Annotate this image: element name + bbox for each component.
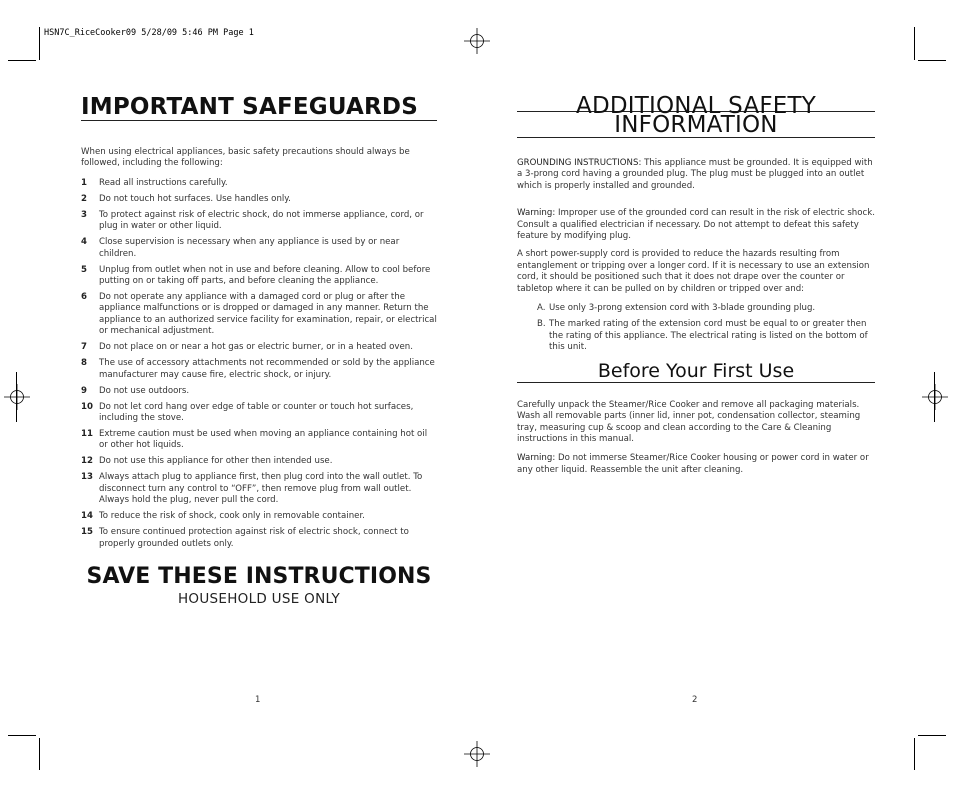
registration-mark-left-icon (4, 384, 30, 410)
printer-slug: HSN7C_RiceCooker09 5/28/09 5:46 PM Page 1 (44, 28, 254, 38)
page-number-left: 1 (255, 695, 261, 705)
crop-mark-bl-h (8, 735, 36, 736)
safeguards-list (81, 178, 437, 550)
page-number-right: 2 (692, 695, 698, 705)
crop-mark-tl-v (39, 27, 40, 60)
safeguard-item (81, 402, 437, 425)
extension-cord-item (537, 303, 875, 314)
safeguard-item (81, 511, 437, 522)
warning2-text: Do not immerse Steamer/Rice Cooker housing or power cord in water or any other liquid. Reassemble the unit after cleaning. (517, 453, 869, 475)
safeguard-item-number: 12 (81, 456, 93, 467)
safeguard-item (81, 456, 437, 467)
extension-cord-item-letter: B. (537, 319, 546, 330)
warning2-paragraph (517, 453, 875, 476)
right-page (517, 94, 875, 476)
safeguard-item-number: 4 (81, 237, 87, 248)
safeguard-item (81, 194, 437, 205)
safeguard-item (81, 472, 437, 506)
safeguard-item-number: 7 (81, 342, 87, 353)
safeguard-item-text: Do not place on or near a hot gas or electric burner, or in a heated oven. (99, 342, 413, 353)
registration-mark-top-icon (464, 28, 490, 54)
safeguard-item-number: 13 (81, 472, 93, 483)
safeguard-item-text: To ensure continued protection against risk of electric shock, connect to properly grounded outlets only. (99, 527, 409, 549)
crop-mark-tr-h (918, 60, 946, 61)
additional-safety-heading-line1: ADDITIONAL SAFETY (576, 93, 816, 119)
before-first-use-heading: Before Your First Use (517, 360, 875, 383)
safeguard-item (81, 527, 437, 550)
save-instructions-heading: SAVE THESE INSTRUCTIONS (86, 564, 432, 590)
crop-mark-tl-h (8, 60, 36, 61)
extension-cord-paragraph: A short power-supply cord is provided to reduce the hazards resulting from entanglement or tripping over a longer cord. If it is necessary to use an extension cord, it should be positioned such that it does not drape over the counter or tabletop where it can be pulled on by children or tripped over and: (517, 249, 870, 294)
safeguard-item (81, 178, 437, 189)
safeguard-item-number: 11 (81, 429, 93, 440)
safeguard-item (81, 292, 437, 338)
safeguards-intro: When using electrical appliances, basic safety precautions should always be followed, including the following: (81, 147, 410, 169)
safeguard-item (81, 237, 437, 260)
household-use-label: HOUSEHOLD USE ONLY (177, 591, 341, 608)
crop-mark-right-v (934, 372, 935, 422)
extension-cord-item (537, 319, 875, 353)
safeguard-item-number: 8 (81, 358, 87, 369)
safeguard-item-text: Always attach plug to appliance first, then plug cord into the wall outlet. To disconnect turn any control to “OFF”, then remove plug from wall outlet. Always hold the plug, never pull the cord. (99, 472, 423, 506)
warning-text: Improper use of the grounded cord can result in the risk of electric shock. Consult a qualified electrician if necessary. Do not attempt to defeat this safety feature by modifying plug. (517, 208, 875, 242)
safeguard-item-number: 2 (81, 193, 87, 204)
first-use-paragraph: Carefully unpack the Steamer/Rice Cooker and remove all packaging materials. Wash all removable parts (inner lid, inner pot, condensation collector, steaming tray, measuring cup & scoop and clean according to the Care & Cleaning instructions in this manual. (517, 399, 861, 444)
safeguard-item-number: 3 (81, 209, 87, 220)
safeguard-item-number: 6 (81, 292, 87, 303)
safeguard-item (81, 342, 437, 353)
crop-mark-left-v (16, 372, 17, 422)
registration-mark-right-icon (922, 384, 948, 410)
safeguard-item-number: 14 (81, 511, 93, 522)
safeguard-item-text: Extreme caution must be used when moving an appliance containing hot oil or other hot liquids. (99, 429, 428, 451)
safeguard-item (81, 386, 437, 397)
left-page (81, 94, 437, 608)
safeguard-item-number: 1 (81, 177, 87, 188)
safeguard-item-text: Close supervision is necessary when any appliance is used by or near children. (99, 237, 400, 259)
safeguard-item-number: 10 (81, 401, 93, 412)
crop-mark-br-v (914, 738, 915, 770)
crop-mark-tr-v (914, 27, 915, 60)
registration-mark-bottom-icon (464, 741, 490, 767)
grounding-label: GROUNDING INSTRUCTIONS: (517, 158, 642, 168)
safeguard-item (81, 429, 437, 452)
safeguard-item-text: The use of accessory attachments not recommended or sold by the appliance manufacturer may cause fire, electric shock, or injury. (99, 358, 435, 380)
safeguard-item-text: Read all instructions carefully. (99, 177, 228, 188)
safeguard-item-text: Do not touch hot surfaces. Use handles only. (99, 193, 291, 204)
safeguard-item-number: 9 (81, 385, 87, 396)
safeguard-item (81, 358, 437, 381)
warning-paragraph (517, 208, 875, 242)
safeguard-item-text: Do not operate any appliance with a damaged cord or plug or after the appliance malfunctions or is dropped or damaged in any manner. Return the appliance to an authorized service facility for examination, repair, or electrical or mechanical adjustment. (99, 292, 437, 337)
extension-cord-item-text: The marked rating of the extension cord must be equal to or greater then the rating of this appliance. The electrical rating is listed on the bottom of this unit. (549, 319, 868, 353)
crop-mark-bl-v (39, 738, 40, 770)
grounding-text: This appliance must be grounded. It is equipped with a 3-prong cord having a grounded plug. The plug must be plugged into an outlet which is properly installed and grounded. (517, 158, 873, 191)
safeguard-item-text: To reduce the risk of shock, cook only in removable container. (99, 511, 365, 522)
additional-safety-heading-line2: INFORMATION (517, 111, 875, 137)
safeguard-item-text: Unplug from outlet when not in use and before cleaning. Allow to cool before putting on or taking off parts, and before cleaning the appliance. (99, 264, 431, 287)
safeguard-item-number: 5 (81, 264, 87, 275)
extension-cord-item-text: Use only 3-prong extension cord with 3-blade grounding plug. (549, 303, 816, 314)
safeguard-item-text: To protect against risk of electric shock, do not immerse appliance, cord, or plug in water or other liquid. (99, 209, 424, 232)
additional-safety-heading (517, 94, 875, 138)
safeguard-item-text: Do not use this appliance for other then intended use. (99, 456, 333, 467)
safeguard-item (81, 210, 437, 233)
safeguard-item-number: 15 (81, 527, 93, 538)
grounding-instructions (517, 158, 875, 192)
extension-cord-list (537, 303, 875, 354)
safeguard-item-text: Do not use outdoors. (99, 385, 190, 396)
safeguard-item-text: Do not let cord hang over edge of table or counter or touch hot surfaces, including the stove. (99, 401, 414, 424)
important-safeguards-heading: IMPORTANT SAFEGUARDS (81, 94, 437, 121)
warning2-label: Warning: (517, 453, 556, 464)
extension-cord-item-letter: A. (537, 303, 546, 314)
safeguard-item (81, 265, 437, 288)
crop-mark-br-h (918, 735, 946, 736)
warning-label: Warning: (517, 208, 556, 219)
